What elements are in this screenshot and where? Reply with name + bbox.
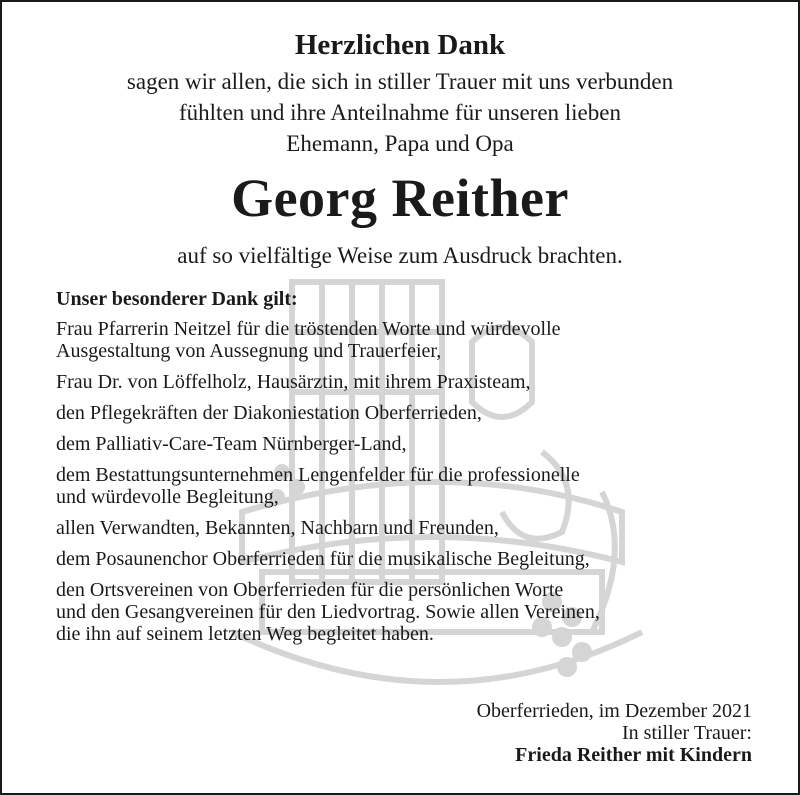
list-item-line: den Ortsvereinen von Oberferrieden für die persönlichen Worte	[56, 579, 564, 601]
list-item-line: und den Gesangvereinen für den Liedvortrag. Sowie allen Vereinen,	[56, 601, 600, 623]
list-item-line: den Pflegekräften der Diakoniestation Oberferrieden,	[56, 402, 482, 424]
list-item-line: Frau Dr. von Löffelholz, Hausärztin, mit ihrem Praxisteam,	[56, 371, 531, 393]
place-date: Oberferrieden, im Dezember 2021	[476, 700, 752, 722]
list-item-line: allen Verwandten, Bekannten, Nachbarn und Freunden,	[56, 517, 499, 539]
list-item-line: dem Posaunenchor Oberferrieden für die musikalische Begleitung,	[56, 548, 590, 570]
heading: Herzlichen Dank	[294, 29, 506, 61]
intro-line: sagen wir allen, die sich in stiller Trauer mit uns verbunden	[126, 69, 674, 94]
list-item	[56, 579, 756, 645]
signer-name: Frieda Reither mit Kindern	[515, 744, 752, 766]
intro-line: Ehemann, Papa und Opa	[286, 131, 514, 156]
list-item	[56, 517, 756, 539]
list-item	[56, 318, 756, 362]
deceased-name: Georg Reither	[231, 168, 569, 228]
list-item-line: Ausgestaltung von Aussegnung und Trauerfeier,	[56, 340, 442, 362]
list-item	[56, 371, 756, 393]
list-item-line: dem Bestattungsunternehmen Lengenfelder für die professionelle	[56, 464, 580, 486]
list-item	[56, 548, 756, 570]
list-item	[56, 464, 756, 508]
list-item-line: dem Palliativ-Care-Team Nürnberger-Land,	[56, 433, 407, 455]
signature-block	[477, 700, 752, 766]
thanks-list	[56, 288, 756, 654]
intro-line: fühlten und ihre Anteilnahme für unseren lieben	[179, 100, 621, 125]
intro-text	[2, 66, 798, 159]
list-item-line: und würdevolle Begleitung,	[56, 486, 279, 508]
list-item	[56, 433, 756, 455]
list-item	[56, 402, 756, 424]
list-item-line: Frau Pfarrerin Neitzel für die tröstenden Worte und würdevolle	[56, 318, 561, 340]
thanks-title: Unser besonderer Dank gilt:	[56, 288, 298, 310]
closing-line: auf so vielfältige Weise zum Ausdruck brachten.	[177, 243, 623, 268]
mourning-line: In stiller Trauer:	[622, 722, 752, 744]
list-item-line: die ihn auf seinem letzten Weg begleitet haben.	[56, 623, 434, 645]
